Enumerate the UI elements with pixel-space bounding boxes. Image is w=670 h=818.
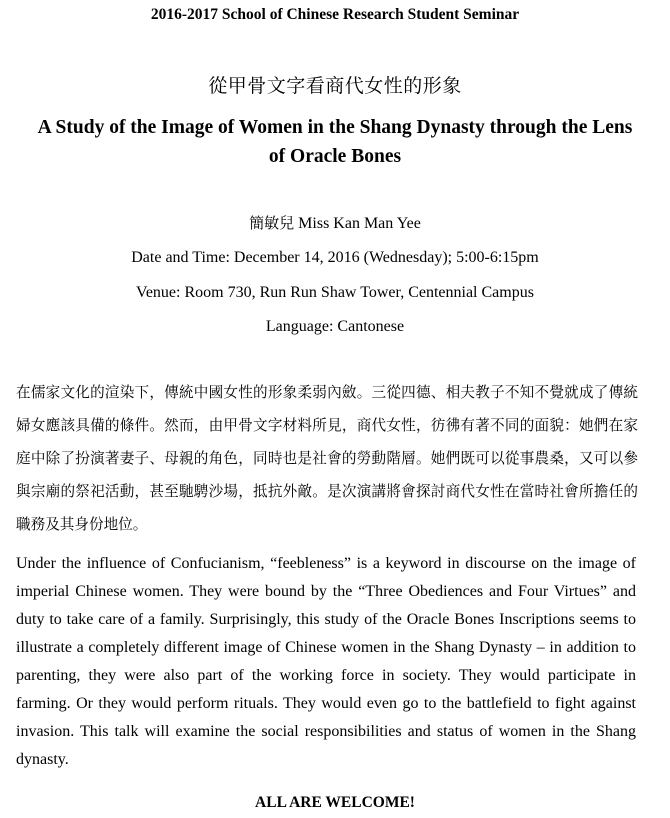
speaker-english-name: Miss Kan Man Yee <box>298 215 421 232</box>
talk-title-english: A Study of the Image of Women in the Shang Dynasty through the Lens of Oracle Bones <box>37 117 633 167</box>
welcome-message: ALL ARE WELCOME! <box>255 794 415 811</box>
date-and-time: Date and Time: December 14, 2016 (Wednesday); 5:00-6:15pm <box>131 249 539 266</box>
speaker-chinese-name: 簡敏兒 <box>249 214 295 232</box>
talk-title-chinese: 從甲骨文字看商代女性的形象 <box>208 75 462 97</box>
language: Language: Cantonese <box>265 318 405 335</box>
abstract-chinese: 在儒家文化的渲染下，傳統中國女性的形象柔弱內斂。三從四德、相夫教子不知不覺就成了傳統婦女應該具備的條件。然而，由甲骨文字材料所見，商代女性，彷彿有著不同的面貌：她們在家庭中除了扮演著妻子、母親的角色，同時也是社會的勞動階層。她們既可以從事農桑，又可以參與宗廟的祭祀活動，甚至馳騁沙場，抵抗外敵。是次演講將會探討商代女性在當時社會所擔任的職務及其身份地位。 <box>16 384 638 533</box>
abstract-english: Under the influence of Confucianism, “feebleness” is a keyword in discourse on the image of imperial Chinese women. They were bound by the “Three Obediences and Four Virtues” and duty to take care of a family. Surprisingly, this study of the Oracle Bones Inscriptions seems to illustrate a completely different image of Chinese women in the Shang Dynasty – in addition to parenting, they were also part of the working force in society. They would participate in farming. Or they would perform rituals. They would even go to the battlefield to fight against invasion. This talk will examine the social responsibilities and status of women in the Shang dynasty. <box>16 555 636 768</box>
speaker <box>0 212 670 233</box>
seminar-series-title: 2016-2017 School of Chinese Research Student Seminar <box>150 6 520 23</box>
venue: Venue: Room 730, Run Run Shaw Tower, Centennial Campus <box>136 284 534 301</box>
